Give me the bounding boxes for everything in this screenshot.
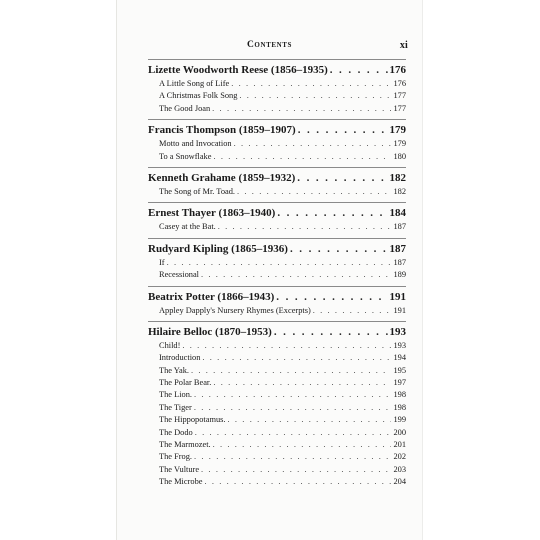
- dot-leader: [274, 325, 388, 340]
- poem-entry: [148, 186, 406, 198]
- dot-leader: [228, 414, 392, 426]
- author-entry: [148, 290, 406, 305]
- toc-section: [148, 119, 406, 163]
- dot-leader: [201, 269, 391, 281]
- poem-title: A Christmas Folk Song: [159, 91, 238, 101]
- toc-section: [148, 202, 406, 233]
- poem-title: If: [159, 257, 165, 267]
- running-title: Contents: [246, 40, 293, 50]
- author-name: Lizette Woodworth Reese (1856–1935): [148, 64, 328, 76]
- dot-leader: [191, 365, 391, 377]
- author-entry: [148, 171, 406, 186]
- poem-entry: [148, 138, 406, 150]
- dot-leader: [195, 427, 392, 439]
- poem-page-number: 198: [393, 390, 406, 400]
- page-number: xi: [399, 40, 408, 51]
- dot-leader: [297, 171, 387, 186]
- poem-page-number: 187: [393, 257, 406, 267]
- running-header: [117, 40, 422, 54]
- poem-title: The Song of Mr. Toad.: [159, 186, 236, 196]
- poem-entry: [148, 439, 406, 451]
- poem-page-number: 189: [393, 270, 406, 280]
- author-page-number: 184: [389, 207, 406, 220]
- poem-page-number: 203: [393, 464, 406, 474]
- poem-title: The Tiger: [159, 402, 192, 412]
- author-entry: [148, 325, 406, 340]
- poem-title: Appley Dapply's Nursery Rhymes (Excerpts): [159, 305, 311, 315]
- author-name: Ernest Thayer (1863–1940): [148, 207, 276, 220]
- poem-title: Motto and Invocation: [159, 139, 232, 149]
- poem-page-number: 177: [393, 91, 406, 101]
- author-entry: [148, 63, 406, 78]
- dot-leader: [313, 305, 392, 317]
- poem-entry: [148, 90, 406, 102]
- poem-entry: [148, 103, 406, 115]
- author-page-number: 179: [389, 124, 406, 137]
- poem-title: Child!: [159, 340, 181, 350]
- poem-page-number: 200: [393, 427, 406, 437]
- poem-entry: [148, 352, 406, 364]
- poem-title: The Marmozet.: [159, 440, 211, 450]
- poem-page-number: 202: [393, 452, 406, 462]
- poem-page-number: 194: [393, 353, 406, 363]
- dot-leader: [201, 464, 391, 476]
- dot-leader: [194, 451, 391, 463]
- poem-page-number: 201: [393, 440, 406, 450]
- dot-leader: [212, 103, 391, 115]
- poem-title: The Lion.: [159, 390, 193, 400]
- dot-leader: [213, 151, 391, 163]
- poem-entry: [148, 269, 406, 281]
- poem-page-number: 176: [393, 79, 406, 88]
- poem-title: The Polar Bear.: [159, 378, 212, 388]
- dot-leader: [237, 186, 391, 198]
- poem-entry: [148, 464, 406, 476]
- author-name: Rudyard Kipling (1865–1936): [148, 242, 288, 255]
- poem-title: The Dodo: [159, 427, 193, 437]
- poem-page-number: 204: [393, 477, 406, 487]
- author-entry: [148, 123, 406, 138]
- poem-page-number: 177: [393, 103, 406, 113]
- dot-leader: [330, 63, 388, 78]
- author-name: Francis Thompson (1859–1907): [148, 124, 296, 137]
- poem-title: A Little Song of Life: [159, 79, 230, 88]
- dot-leader: [167, 257, 392, 269]
- dot-leader: [231, 78, 391, 90]
- poem-entry: [148, 365, 406, 377]
- dot-leader: [290, 242, 388, 257]
- dot-leader: [213, 439, 392, 451]
- poem-title: Introduction: [159, 353, 201, 363]
- dot-leader: [182, 340, 391, 352]
- dot-leader: [276, 290, 387, 305]
- poem-entry: [148, 78, 406, 90]
- author-page-number: 191: [389, 290, 406, 303]
- dot-leader: [298, 123, 388, 138]
- author-page-number: 193: [389, 325, 406, 338]
- toc-section: [148, 321, 406, 489]
- poem-page-number: 179: [393, 139, 406, 149]
- poem-title: The Hippopotamus.: [159, 415, 226, 425]
- dot-leader: [218, 221, 392, 233]
- poem-title: The Microbe: [159, 477, 203, 487]
- author-name: Kenneth Grahame (1859–1932): [148, 171, 296, 184]
- poem-page-number: 195: [393, 365, 406, 375]
- author-page-number: 176: [389, 64, 406, 76]
- poem-entry: [148, 221, 406, 233]
- poem-entry: [148, 257, 406, 269]
- poem-page-number: 199: [393, 415, 406, 425]
- dot-leader: [194, 389, 391, 401]
- poem-entry: [148, 451, 406, 463]
- poem-title: Casey at the Bat.: [159, 222, 216, 232]
- poem-title: The Yak.: [159, 365, 190, 375]
- poem-page-number: 198: [393, 402, 406, 412]
- dot-leader: [194, 402, 392, 414]
- poem-entry: [148, 427, 406, 439]
- poem-title: The Good Joan: [159, 103, 211, 113]
- dot-leader: [202, 352, 391, 364]
- poem-page-number: 191: [393, 305, 406, 315]
- toc-section: [148, 59, 406, 115]
- poem-title: Recessional: [159, 270, 200, 280]
- poem-page-number: 187: [393, 222, 406, 232]
- poem-title: The Vulture: [159, 464, 200, 474]
- poem-entry: [148, 340, 406, 352]
- poem-title: The Frog.: [159, 452, 193, 462]
- author-page-number: 187: [389, 242, 406, 255]
- author-name: Beatrix Potter (1866–1943): [148, 290, 275, 303]
- table-of-contents: [148, 59, 406, 493]
- poem-entry: [148, 414, 406, 426]
- poem-entry: [148, 476, 406, 488]
- poem-entry: [148, 389, 406, 401]
- poem-title: To a Snowflake: [159, 151, 212, 161]
- poem-entry: [148, 377, 406, 389]
- poem-entry: [148, 402, 406, 414]
- toc-section: [148, 167, 406, 198]
- dot-leader: [234, 138, 392, 150]
- poem-page-number: 197: [393, 378, 406, 388]
- dot-leader: [213, 377, 391, 389]
- author-name: Hilaire Belloc (1870–1953): [148, 325, 272, 338]
- poem-entry: [148, 151, 406, 163]
- author-page-number: 182: [389, 171, 406, 184]
- toc-section: [148, 238, 406, 282]
- poem-page-number: 180: [393, 151, 406, 161]
- toc-section: [148, 286, 406, 317]
- dot-leader: [239, 90, 391, 102]
- poem-entry: [148, 305, 406, 317]
- author-entry: [148, 206, 406, 221]
- poem-page-number: 182: [393, 186, 406, 196]
- book-page: [117, 0, 422, 540]
- dot-leader: [205, 476, 392, 488]
- author-entry: [148, 242, 406, 257]
- poem-page-number: 193: [393, 340, 406, 350]
- dot-leader: [277, 206, 387, 221]
